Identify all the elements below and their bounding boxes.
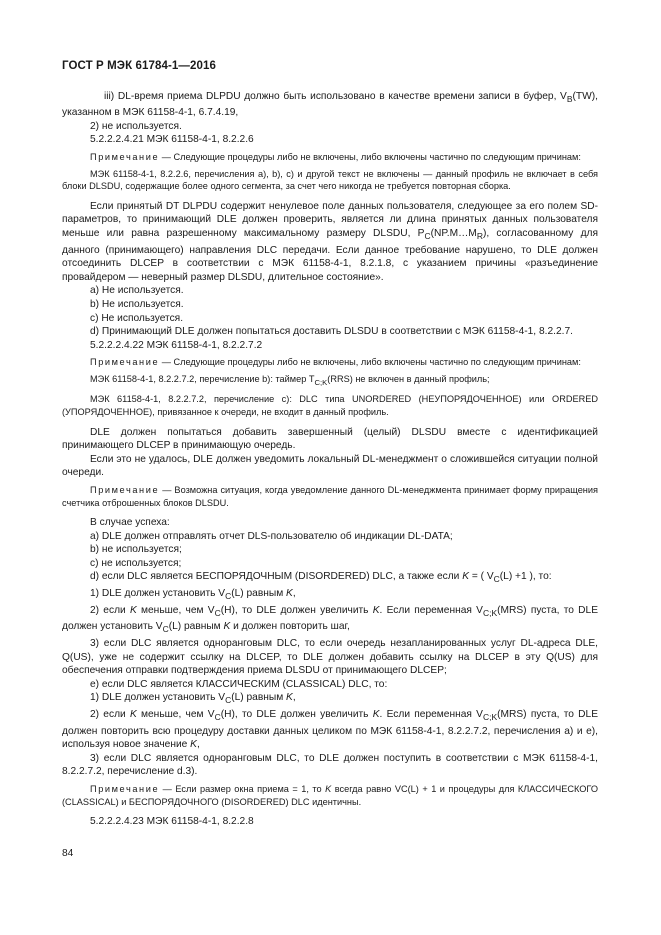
dle-add-paragraph: DLE должен попытаться добавить завершенный (целый) DLSDU вместе с идентификацией принимающего DLCEP в принимающую очередь. — [62, 426, 598, 452]
note-1-text: МЭК 61158-4-1, 8.2.2.6, перечисления а), b), с) и другой текст не включены — данный профиль не включает в себя блоки DLSDU, содержащие более одного сегмента, за счет чего никогда не требуется повторная сборка. — [62, 168, 598, 192]
success-item-d: d) если DLC является БЕСПОРЯДОЧНЫМ (DISORDERED) DLC, а также если K = ( $V_C(L) +1$ ), то: — [90, 571, 552, 585]
note-1: Примечание — Следующие процедуры либо не включены, либо включены частично по следующим причинам: — [90, 152, 581, 162]
document-page — [62, 60, 598, 829]
note-4: Примечание — Если размер окна приема = 1, то K всегда равно VC(L) + 1 и процедуры для КЛАССИЧЕСКОГО (CLASSICAL) и БЕСПОРЯДОЧНОГО (DISORDERED) DLC идентичны. — [62, 783, 598, 807]
item-b: b) Не используется. — [90, 298, 184, 310]
e-step-1: 1) DLE должен установить $V_C(L)$ равным K, — [90, 692, 296, 706]
item-iii: iii) DL-время приема DLPDU должно быть использовано в качестве времени записи в буфер, $V_B(TW)$, указанном в МЭК 61158-4-1, 6.7.4.19, — [62, 90, 598, 119]
success-item-c: с) не используется; — [90, 557, 182, 569]
success-item-a: а) DLE должен отправлять отчет DLS-пользователю об индикации DL-DATA; — [90, 530, 453, 542]
success-heading: В случае успеха: — [90, 517, 170, 529]
d-step-1: 1) DLE должен установить $V_C(L)$ равным K, — [90, 588, 296, 602]
standard-header: ГОСТ Р МЭК 61784-1—2016 — [62, 60, 216, 72]
item-2-unused: 2) не используется. — [90, 120, 182, 132]
dt-dlpdu-paragraph: Если принятый DT DLPDU содержит ненулевое поле данных пользователя, следующее за его полем SD-параметров, то принимающий DLE должен проверить, является ли длина принятых данных пользователя меньше или равна разрешенному максимальному размеру DLSDU, $P_C(NP.M\dots M_R)$, согласованному для данного (принимающего) направления DLC передачи. Если данное требование нарушено, то DLE должен отсоединить DLCEP в соответствии с МЭК 61158-4-1, 8.2.1.8, с указанием причины «разъединение провайдером — неверный размер DLSDU, длительное состояние». — [62, 200, 598, 283]
clause-5-2-2-2-4-21: 5.2.2.2.4.21 МЭК 61158-4-1, 8.2.2.6 — [90, 134, 254, 146]
clause-5-2-2-2-4-22: 5.2.2.2.4.22 МЭК 61158-4-1, 8.2.2.7.2 — [90, 339, 263, 351]
success-item-b: b) не используется; — [90, 544, 182, 556]
item-c: c) Не используется. — [90, 312, 184, 324]
note-2-item-b: МЭК 61158-4-1, 8.2.2.7.2, перечисление b): таймер $T_{C;K}(RRS)$ не включен в данный профиль; — [90, 373, 490, 387]
e-step-2: 2) если K меньше, чем $V_C(H)$, то DLE должен увеличить K. Если переменная $V_{C;K}(MRS)$ пуста, то DLE должен повторить всю процедуру доставки данных целиком по МЭК 61158-4-1, 8.2.2.7.2, перечисления а) и е), используя новое значение K, — [62, 708, 598, 751]
success-item-e: е) если DLC является КЛАССИЧЕСКИМ (CLASSICAL) DLC, то: — [90, 678, 388, 690]
dle-notify-paragraph: Если это не удалось, DLE должен уведомить локальный DL-менеджмент о сложившейся ситуации полной очереди. — [62, 453, 598, 479]
note-2-item-c: МЭК 61158-4-1, 8.2.2.7.2, перечисление с): DLC типа UNORDERED (НЕУПОРЯДОЧЕННОЕ) или ORDERED (УПОРЯДОЧЕННОЕ), привязанное к очереди, не входит в данный профиль. — [62, 394, 598, 417]
d-step-3: 3) если DLC является одноранговым DLC, то если очередь незапланированных услуг DL-адреса DLE, Q(US), уже не содержит ссылку на DLCEP, то DLE должен добавить ссылку на DLCEP в эту Q(US) для обеспечения отправки подтверждения приема DLSDU от принимающего DLCEP; — [62, 637, 598, 677]
note-2: Примечание — Следующие процедуры либо не включены, либо включены частично по следующим причинам: — [90, 357, 581, 368]
item-a: a) Не используется. — [90, 285, 184, 297]
clause-5-2-2-2-4-23: 5.2.2.2.4.23 МЭК 61158-4-1, 8.2.2.8 — [90, 816, 254, 828]
page-number: 84 — [62, 848, 74, 859]
e-step-3: 3) если DLC является одноранговым DLC, то DLE должен поступить в соответствии с МЭК 61158-4-1, 8.2.2.7.2, перечисление d.3). — [62, 752, 598, 778]
d-step-2: 2) если K меньше, чем $V_C(H)$, то DLE должен увеличить K. Если переменная $V_{C;K}(MRS)$ пуста, то DLE должен установить $V_C(L)$ равным K и должен повторить шаг, — [62, 604, 598, 635]
note-3: Примечание — Возможна ситуация, когда уведомление данного DL-менеджмента принимает форму приращения счетчика отброшенных блоков DLSDU. — [62, 484, 598, 508]
item-d: d) Принимающий DLE должен попытаться доставить DLSDU в соответствии с МЭК 61158-4-1, 8.2.2.7. — [90, 326, 573, 338]
